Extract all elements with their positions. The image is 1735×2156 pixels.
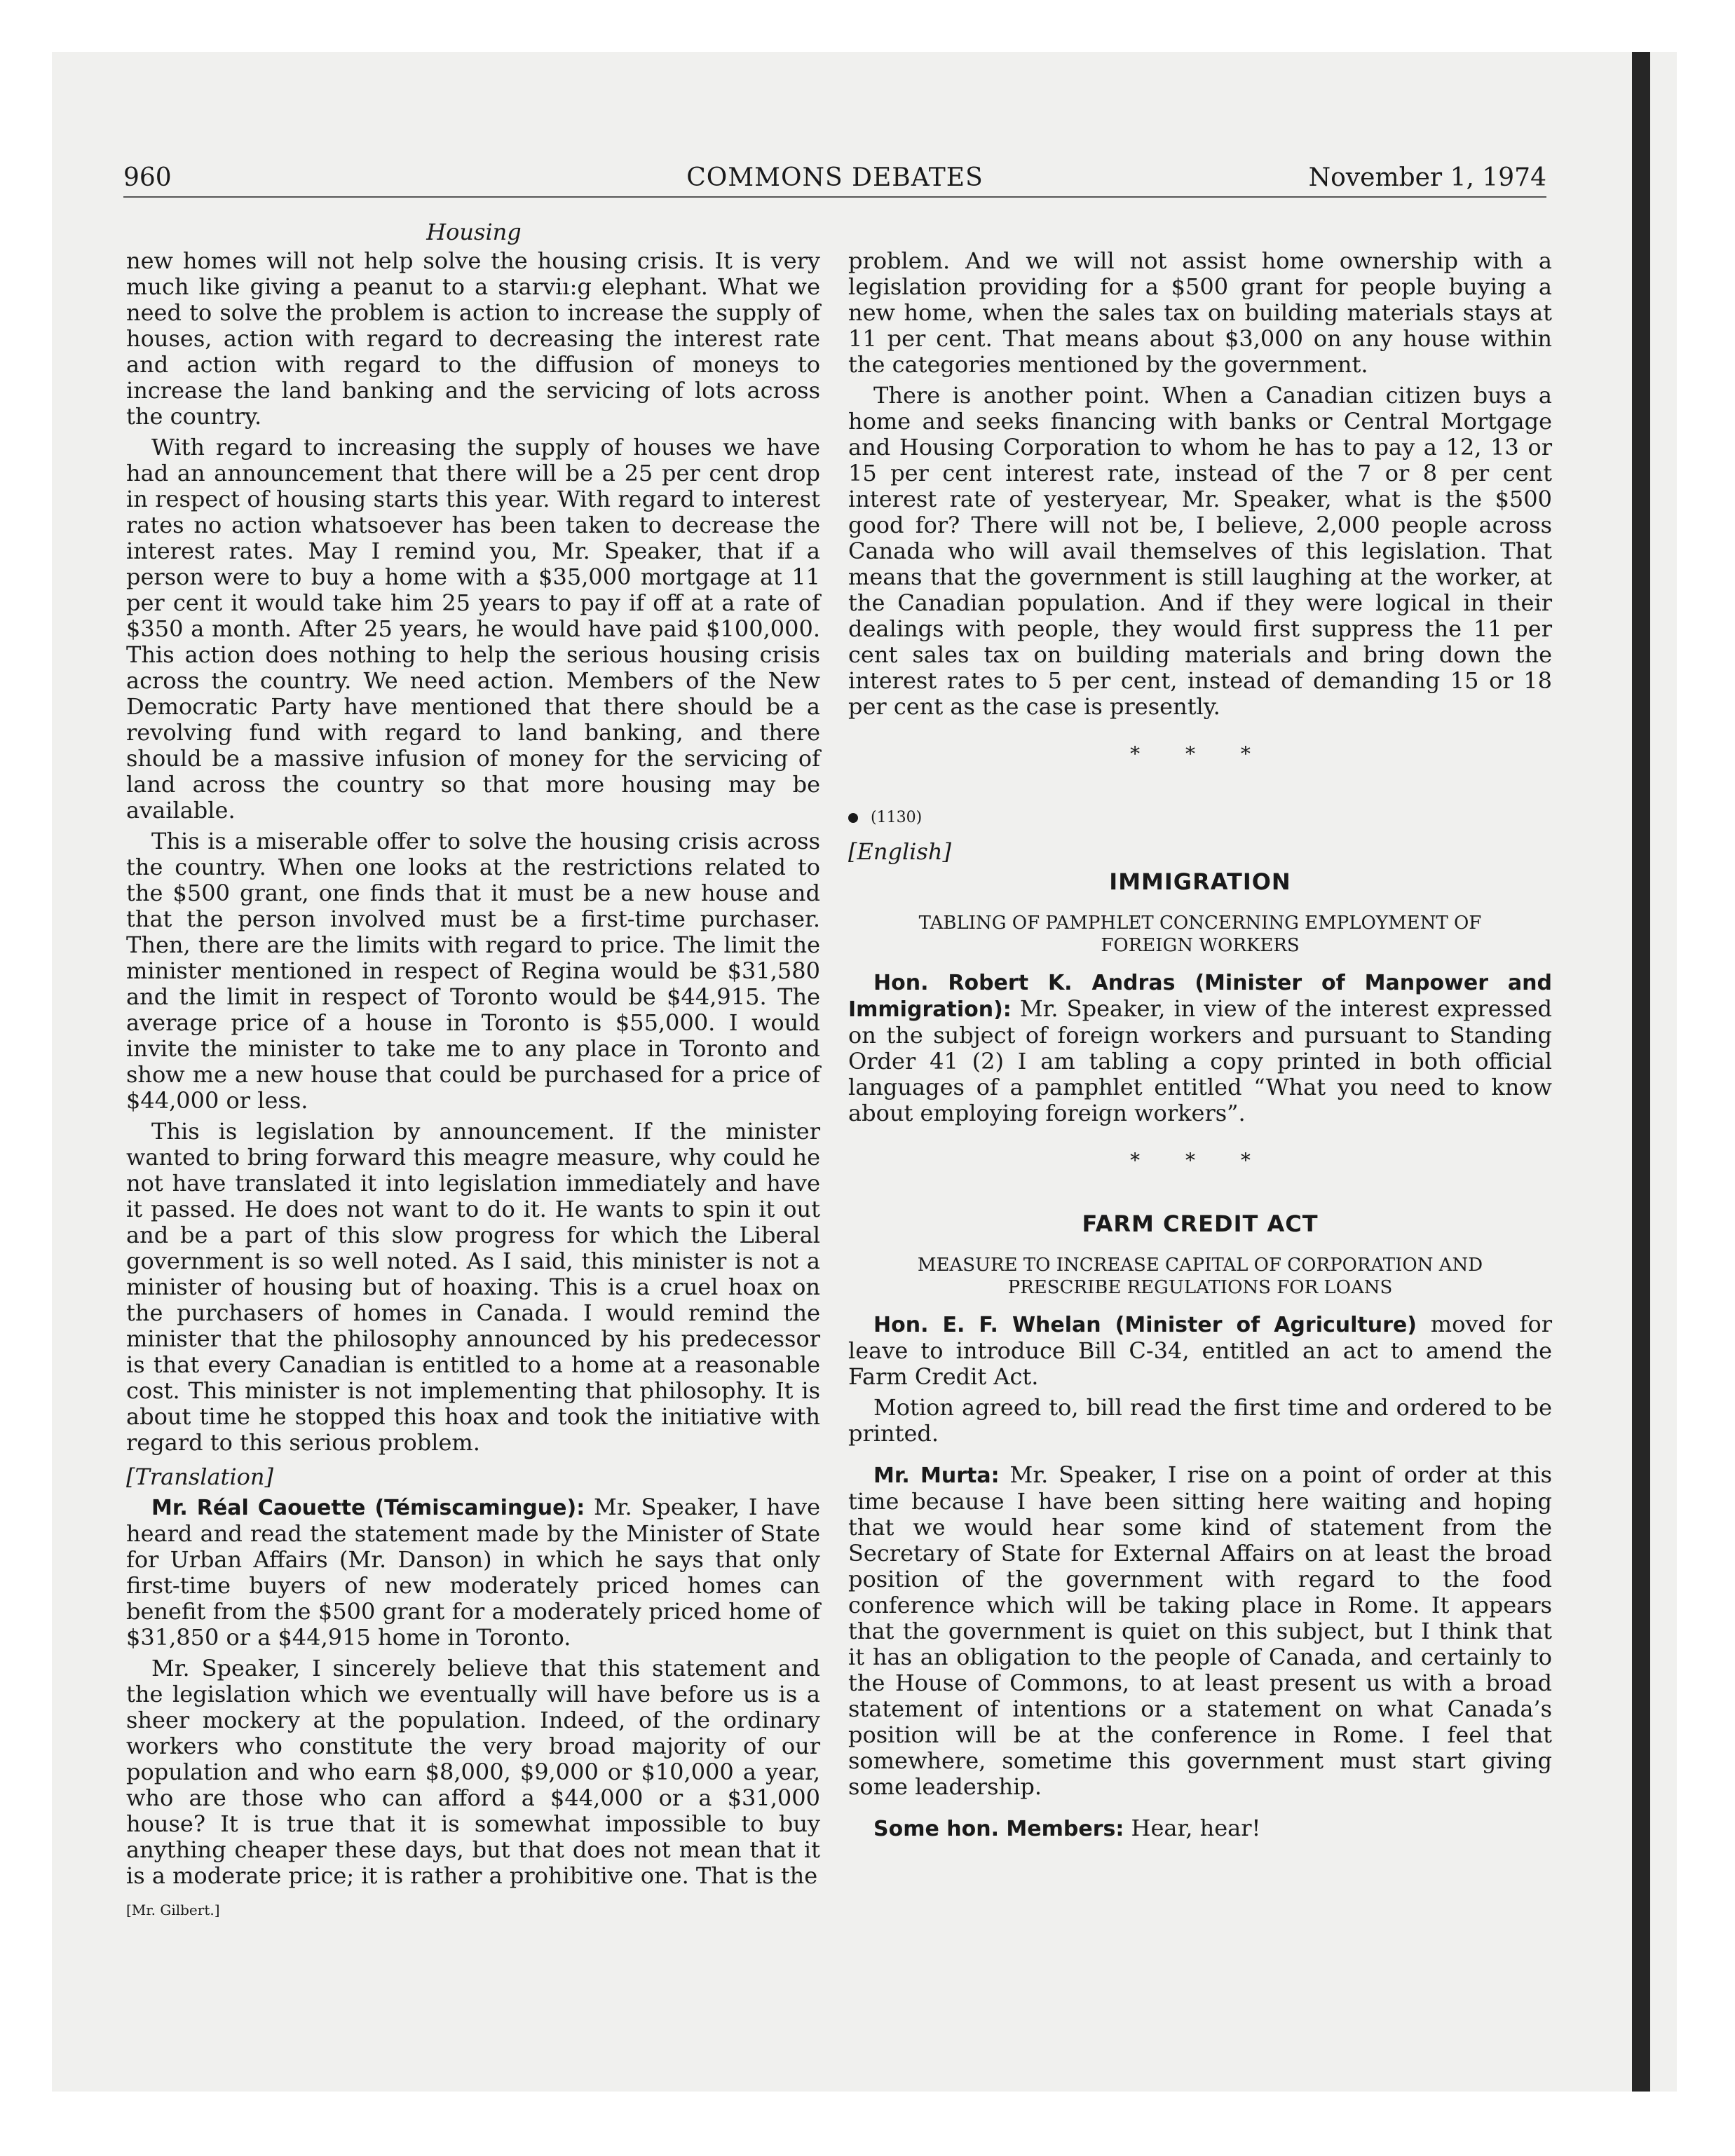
speaker-name: Mr. Réal Caouette (Témiscamingue): [151, 1496, 585, 1520]
section-divider: * * * [1130, 742, 1270, 765]
section-subheading-farm-credit: MEASURE TO INCREASE CAPITAL OF CORPORATION AND PRESCRIBE REGULATIONS FOR LOANS [917, 1255, 1483, 1298]
speech-text: Mr. Speaker, in view of the interest expressed on the subject of foreign workers and pursuant to Standing Order 41 (2) I am tabling a copy printed in both official languages of a pamphlet entitled “What you need to know about employing foreign workers”. [848, 995, 1552, 1126]
speech-murta [848, 1462, 1552, 1800]
paragraph: This is a miserable offer to solve the housing crisis across the country. When one looks at the restrictions related to the $500 grant, one finds that it must be a new house and that the person involved must be a first-time purchaser. Then, there are the limits with regard to price. The limit the minister mentioned in respect of Regina would be $31,580 and the limit in respect of Toronto would be $44,915. The average price of a house in Toronto is $55,000. I would invite the minister to take me to any place in Toronto and show me a new house that could be purchased for a price of $44,000 or less. [126, 828, 820, 1114]
paragraph: With regard to increasing the supply of houses we have had an announcement that there will be a 25 per cent drop in respect of housing starts this year. With regard to interest rates no action whatsoever has been taken to decrease the interest rates. May I remind you, Mr. Speaker, that if a person were to buy a home with a $35,000 mortgage at 11 per cent it would take him 25 years to pay if off at a rate of $350 a month. After 25 years, he would have paid $100,000. This action does nothing to help the serious housing crisis across the country. We need action. Members of the New Democratic Party have mentioned that there should be a revolving fund with regard to land banking, and there should be a massive infusion of money for the servicing of land across the country so that more housing may be available. [126, 434, 820, 824]
section-divider: * * * [1130, 1149, 1270, 1172]
paragraph: Mr. Speaker, I sincerely believe that this statement and the legislation which we eventually will have before us is a sheer mockery at the population. Indeed, of the ordinary workers who constitute the very broad majority of our population and who earn $8,000, $9,000 or $10,000 a year, who are those who can afford a $44,000 or a $31,000 house? It is true that it is somewhat impossible to buy anything cheaper these days, but that does not mean that it is a moderate price; it is rather a prohibitive one. That is the [126, 1655, 820, 1889]
paragraph: problem. And we will not assist home ownership with a legislation providing for a $500 grant for people buying a new home, when the sales tax on building materials stays at 11 per cent. That means about $3,000 on any house within the categories mentioned by the government. [848, 247, 1552, 378]
section-heading-immigration: IMMIGRATION [1109, 868, 1291, 895]
footer-note: [Mr. Gilbert.] [126, 1902, 220, 1918]
english-marker: [English] [848, 838, 951, 865]
speech-members [848, 1815, 1552, 1842]
speech-text: Hear, hear! [1124, 1815, 1261, 1841]
section-subheading-immigration: TABLING OF PAMPHLET CONCERNING EMPLOYMENT OF FOREIGN WORKERS [918, 913, 1482, 956]
motion-note: Motion agreed to, bill read the first time and ordered to be printed. [848, 1394, 1552, 1447]
paragraph: new homes will not help solve the housing crisis. It is very much like giving a peanut to a starviı:g elephant. What we need to solve the problem is action to increase the supply of houses, action with regard to decreasing the interest rate and action with regard to the diffusion of moneys to increase the land banking and the servicing of lots across the country. [126, 247, 820, 430]
speaker-name: Hon. E. F. Whelan (Minister of Agriculture) [873, 1313, 1417, 1337]
page-number: 960 [123, 163, 172, 192]
binding-shadow [1632, 52, 1650, 2092]
time-marker [848, 805, 1552, 831]
speech-text: moved for leave to introduce Bill C-34, entitled an act to amend the Farm Credit Act. [848, 1311, 1553, 1390]
left-column [126, 248, 820, 1923]
publication-title: COMMONS DEBATES [686, 163, 984, 192]
speech-whelan [848, 1311, 1552, 1390]
section-heading-farm-credit: FARM CREDIT ACT [1082, 1210, 1319, 1237]
speaker-name: Mr. Murta: [873, 1464, 1000, 1488]
speech-text: Mr. Speaker, I have heard and read the statement made by the Minister of State for Urban Affairs (Mr. Danson) in which he says that only first-time buyers of new moderately priced homes can benefit from the $500 grant for a moderately priced home of $31,850 or a $44,915 home in Toronto. [126, 1494, 821, 1651]
running-head: Housing [426, 219, 522, 245]
speech-andras [848, 969, 1552, 1126]
translation-marker: [Translation] [126, 1464, 273, 1490]
paragraph: This is legislation by announcement. If the minister wanted to bring forward this meagre measure, why could he not have translated it into legislation immediately and have it passed. He does not want to do it. He wants to spin it out and be a part of this slow progress for which the Liberal government is so well noted. As I said, this minister is not a minister of housing but of hoaxing. This is a cruel hoax on the purchasers of homes in Canada. I would remind the minister that the philosophy announced by his predecessor is that every Canadian is entitled to a home at a reasonable cost. This minister is not implementing that philosophy. It is about time he stopped this hoax and took the initiative with regard to this serious problem. [126, 1118, 820, 1456]
bullet-icon [848, 813, 858, 823]
time-marker-text: (1130) [871, 809, 923, 826]
right-column [848, 248, 1552, 1847]
speech-caouette [126, 1494, 820, 1651]
paragraph: There is another point. When a Canadian citizen buys a home and seeks financing with banks or Central Mortgage and Housing Corporation to whom he has to pay a 12, 13 or 15 per cent interest rate, instead of the 7 or 8 per cent interest rate of yesteryear, Mr. Speaker, what is the $500 good for? There will not be, I believe, 2,000 people across Canada who will avail themselves of this legislation. That means that the government is still laughing at the worker, at the Canadian population. And if they were logical in their dealings with people, they would first suppress the 11 per cent sales tax on building materials and bring down the interest rates to 5 per cent, instead of demanding 15 or 18 per cent as the case is presently. [848, 382, 1552, 720]
speech-text: Mr. Speaker, I rise on a point of order at this time because I have been sitting here waiting and hoping that we would hear some kind of statement from the Secretary of State for External Affairs on at least the broad position of the government with regard to the food conference which will be taking place in Rome. It appears that the government is quiet on this subject, but I think that it has an obligation to the people of Canada, and certainly to the House of Commons, to at least present us with a broad statement of intentions or a statement on what Canada’s position will be at the conference in Rome. I feel that somewhere, sometime this government must start giving some leadership. [848, 1461, 1552, 1800]
speaker-name: Hon. Robert K. Andras (Minister of Manpower and Immigration): [848, 971, 1552, 1022]
speaker-name: Some hon. Members: [873, 1817, 1124, 1841]
issue-date: November 1, 1974 [1308, 163, 1546, 192]
page-header [123, 154, 1546, 198]
